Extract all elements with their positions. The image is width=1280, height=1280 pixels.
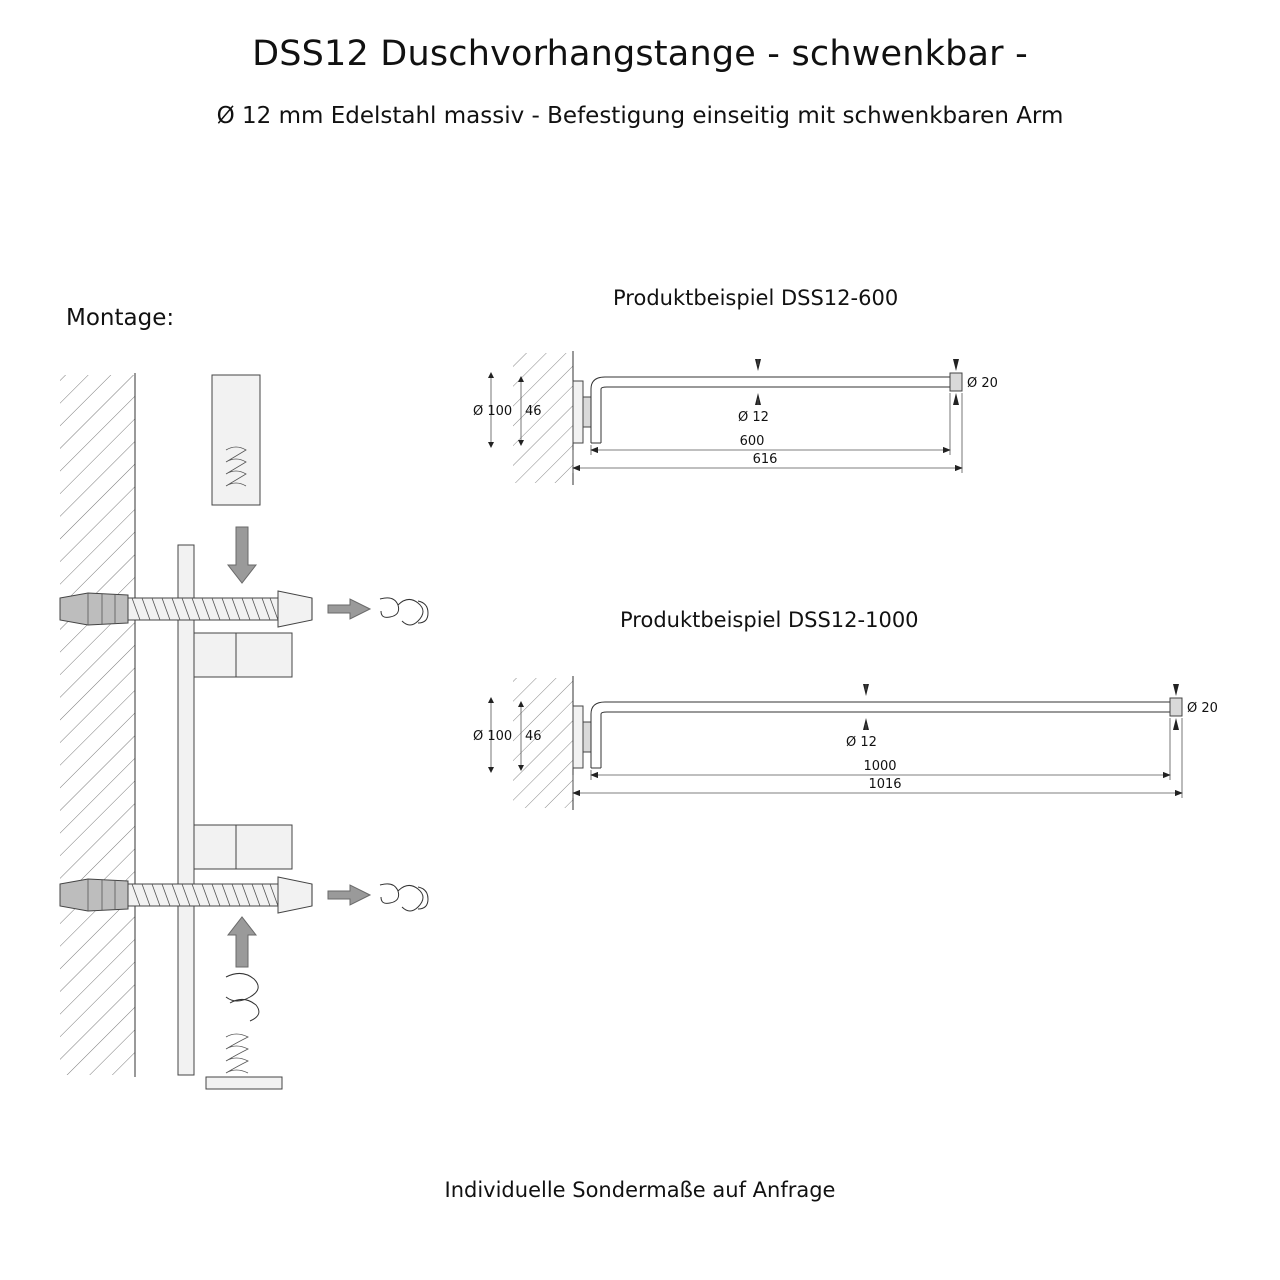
dim-length-total xyxy=(573,393,962,473)
dim-offset-text: 46 xyxy=(525,729,542,744)
rod-bottom xyxy=(206,917,282,1089)
dim-length-inner-text: 1000 xyxy=(863,759,897,774)
dim-plate-diameter xyxy=(473,372,512,448)
footer-note: Individuelle Sondermaße auf Anfrage xyxy=(444,1178,836,1202)
dim-rod-diameter xyxy=(738,359,769,425)
dim-plate-diameter-text: Ø 100 xyxy=(473,404,513,419)
dim-plate-diameter-text: Ø 100 xyxy=(473,729,513,744)
dim-length-total-text: 1016 xyxy=(868,777,902,792)
hook-symbol-bottom xyxy=(380,884,428,911)
dim-end-diameter-text: Ø 20 xyxy=(1187,701,1218,716)
dim-length-inner xyxy=(591,393,950,455)
shower-rod xyxy=(591,698,1182,768)
montage-diagram xyxy=(40,355,440,1095)
dim-offset-text: 46 xyxy=(525,404,542,419)
dim-end-diameter-text: Ø 20 xyxy=(967,376,998,391)
page-title: DSS12 Duschvorhangstange - schwenkbar - xyxy=(252,34,1028,74)
wall-hatched-region xyxy=(60,373,135,1077)
montage-label: Montage: xyxy=(66,305,175,331)
shower-rod xyxy=(591,373,962,443)
dim-length-total-text: 616 xyxy=(752,452,778,467)
example-1-diagram xyxy=(455,345,1255,515)
hook-symbol-top xyxy=(380,598,428,625)
dim-length-inner xyxy=(591,718,1170,780)
example-2-caption: Produktbeispiel DSS12-1000 xyxy=(620,608,919,632)
dim-length-inner-text: 600 xyxy=(739,434,765,449)
mounting-plate xyxy=(178,545,194,1075)
dim-length-total xyxy=(573,718,1182,798)
spring-bottom xyxy=(226,1034,248,1073)
dim-rod-diameter-text: Ø 12 xyxy=(846,735,877,750)
spiral-bottom xyxy=(226,973,259,1021)
dim-rod-diameter-text: Ø 12 xyxy=(738,410,769,425)
wall-flange xyxy=(573,381,591,443)
dim-plate-diameter xyxy=(473,697,512,773)
wall-section xyxy=(513,351,573,485)
rod-top xyxy=(212,375,260,583)
page-subtitle: Ø 12 mm Edelstahl massiv - Befestigung einseitig mit schwenkbaren Arm xyxy=(216,103,1064,129)
wall-section xyxy=(513,676,573,810)
wall-flange xyxy=(573,706,591,768)
example-1-caption: Produktbeispiel DSS12-600 xyxy=(613,286,899,310)
example-2-diagram xyxy=(455,660,1255,835)
dim-rod-diameter xyxy=(846,684,877,750)
